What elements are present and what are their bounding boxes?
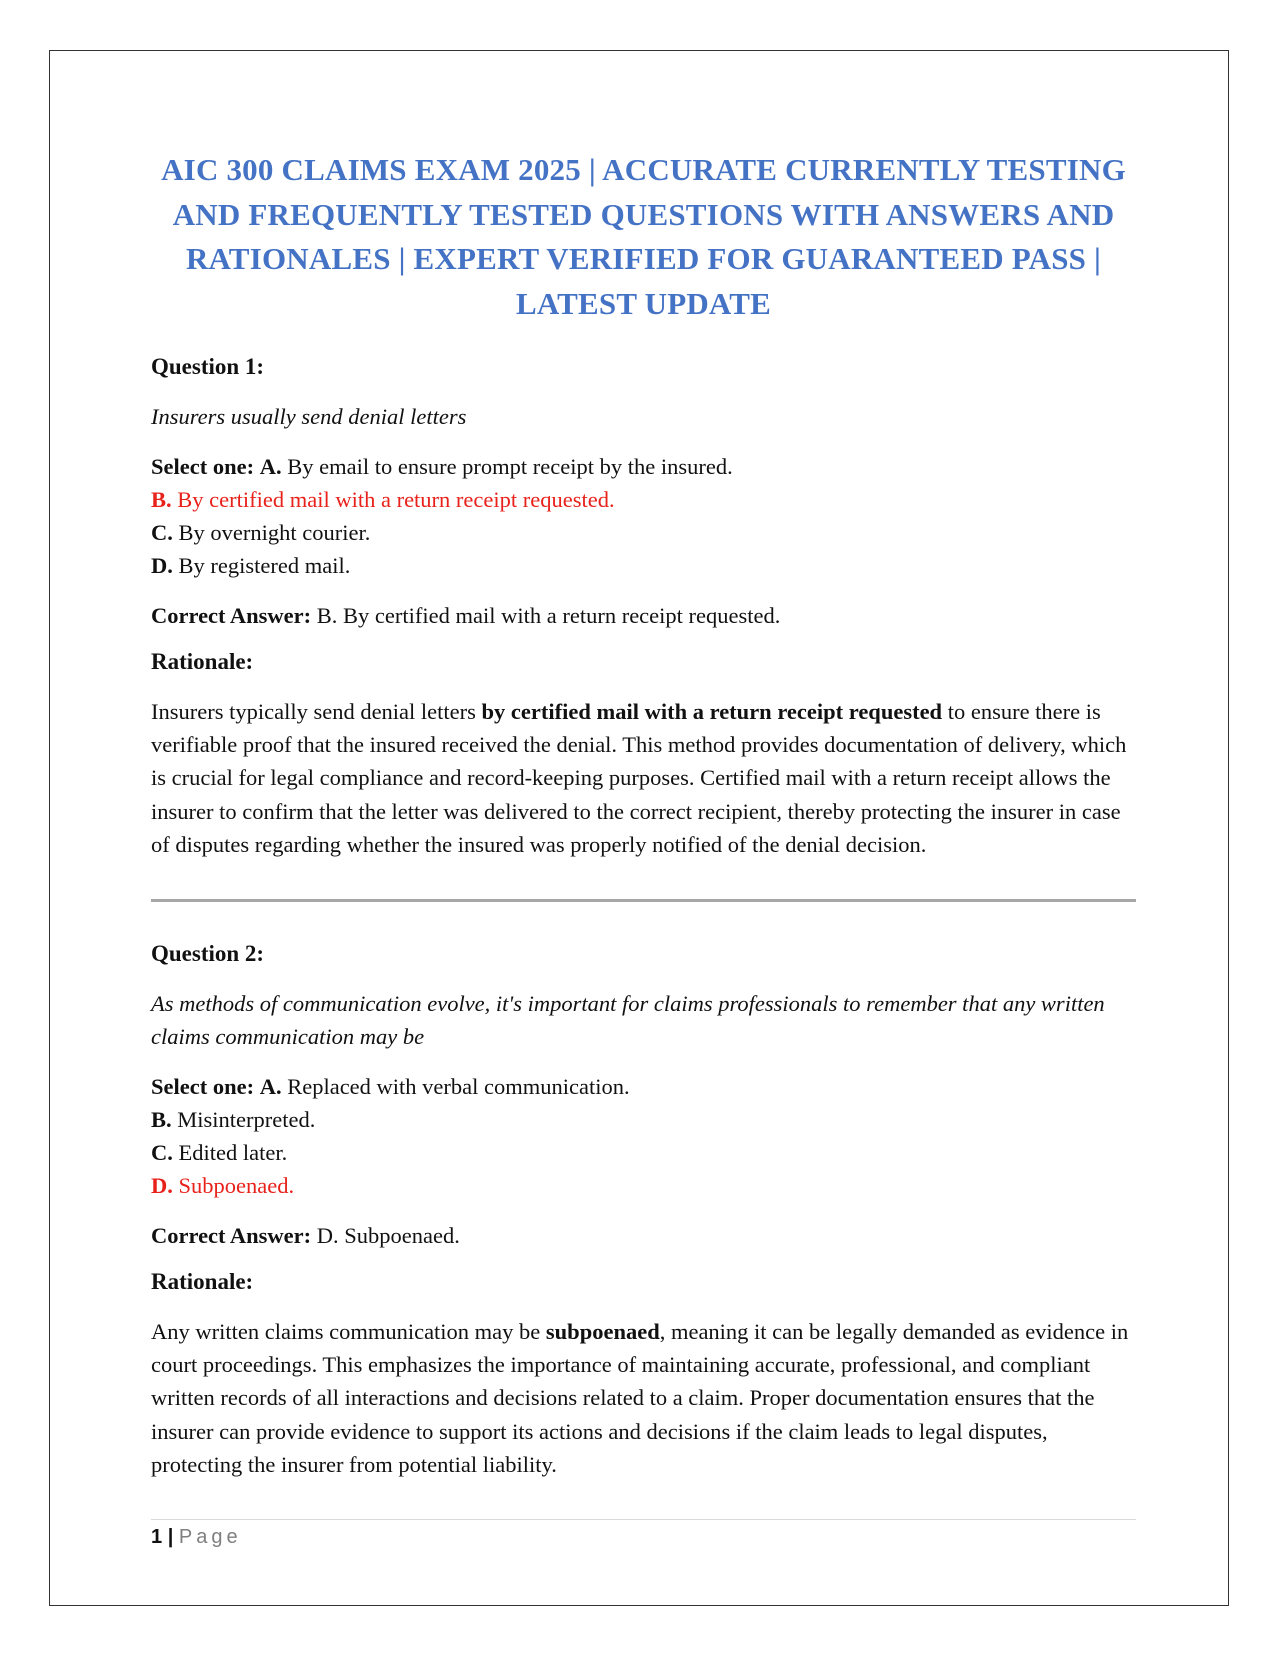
option-d-correct: [151, 1169, 1136, 1202]
rationale-text-start: Any written claims communication may be: [151, 1319, 546, 1345]
document-title: AIC 300 CLAIMS EXAM 2025 | ACCURATE CURRENTLY TESTING AND FREQUENTLY TESTED QUESTIONS WITH ANSWERS AND RATIONALES | EXPERT VERIFIED FOR GUARANTEED PASS | LATEST UPDATE: [161, 152, 1126, 321]
correct-answer-value: B. By certified mail with a return receipt requested.: [311, 603, 781, 628]
page-number: 1: [151, 1526, 163, 1548]
option-letter: B.: [151, 1107, 172, 1133]
question-2: [151, 939, 1136, 1481]
question-heading: Question 1:: [151, 354, 265, 379]
page-label: Page: [178, 1526, 242, 1548]
question-text: Insurers usually send denial letters: [151, 404, 467, 429]
question-1: [151, 352, 1136, 861]
option-b-correct: [151, 483, 1136, 516]
option-a: [151, 1070, 1136, 1103]
option-text: Misinterpreted.: [171, 1107, 316, 1133]
document-content: [151, 148, 1136, 1481]
options-list: [151, 1070, 1136, 1202]
rationale-emphasis: by certified mail with a return receipt requested: [481, 699, 943, 724]
option-letter: A.: [259, 1074, 282, 1100]
option-text: Subpoenaed.: [172, 1173, 295, 1199]
option-letter: D.: [151, 1173, 173, 1199]
select-one-label: Select one:: [151, 1074, 255, 1100]
rationale-text-start: Insurers typically send denial letters: [151, 699, 482, 724]
correct-answer-value: D. Subpoenaed.: [311, 1223, 460, 1249]
option-text: By registered mail.: [172, 553, 351, 578]
correct-answer-label: Correct Answer:: [151, 1223, 312, 1249]
option-letter: A.: [259, 454, 282, 479]
question-heading: Question 2:: [151, 941, 265, 967]
option-letter: D.: [151, 553, 173, 578]
rationale-body: [151, 695, 1136, 861]
rationale-emphasis: subpoenaed: [545, 1319, 660, 1345]
page-footer: [151, 1524, 242, 1550]
option-c: [151, 1136, 1136, 1169]
option-d: [151, 549, 1136, 582]
rationale-body: [151, 1315, 1136, 1481]
option-letter: C.: [151, 520, 173, 545]
option-c: [151, 516, 1136, 549]
section-divider: [151, 899, 1136, 902]
question-text: As methods of communication evolve, it's important for claims professionals to remember that any written claims communication may be: [151, 991, 1105, 1050]
rationale-text-end: to ensure there is verifiable proof that the insured received the denial. This method provides documentation of delivery, which is crucial for legal compliance and record-keeping purposes. Certified mail with a return receipt allows the insurer to confirm that the letter was delivered to the correct recipient, thereby protecting the insurer in case of disputes regarding whether the insured was properly notified of the denial decision.: [151, 699, 1127, 857]
rationale-text-end: , meaning it can be legally demanded as evidence in court proceedings. This emphasizes the importance of maintaining accurate, professional, and compliant written records of all interactions and decisions related to a claim. Proper documentation ensures that the insurer can provide evidence to support its actions and decisions if the claim leads to legal disputes, protecting the insurer from potential liability.: [151, 1319, 1129, 1477]
option-text: Edited later.: [172, 1140, 288, 1166]
option-letter: C.: [151, 1140, 173, 1166]
option-a: [151, 450, 1136, 483]
rationale-heading: Rationale:: [151, 1269, 254, 1295]
options-list: [151, 450, 1136, 582]
correct-answer-label: Correct Answer:: [151, 603, 312, 628]
option-text: By overnight courier.: [172, 520, 371, 545]
option-b: [151, 1103, 1136, 1136]
option-letter: B.: [151, 487, 172, 512]
correct-answer: [151, 599, 1136, 632]
option-text: By email to ensure prompt receipt by the insured.: [281, 454, 733, 479]
option-text: Replaced with verbal communication.: [281, 1074, 630, 1100]
rationale-heading: Rationale:: [151, 649, 254, 674]
correct-answer: [151, 1219, 1136, 1252]
footer-rule: [151, 1519, 1136, 1520]
option-text: By certified mail with a return receipt requested.: [171, 487, 615, 512]
footer-separator: |: [167, 1526, 174, 1548]
select-one-label: Select one:: [151, 454, 255, 479]
